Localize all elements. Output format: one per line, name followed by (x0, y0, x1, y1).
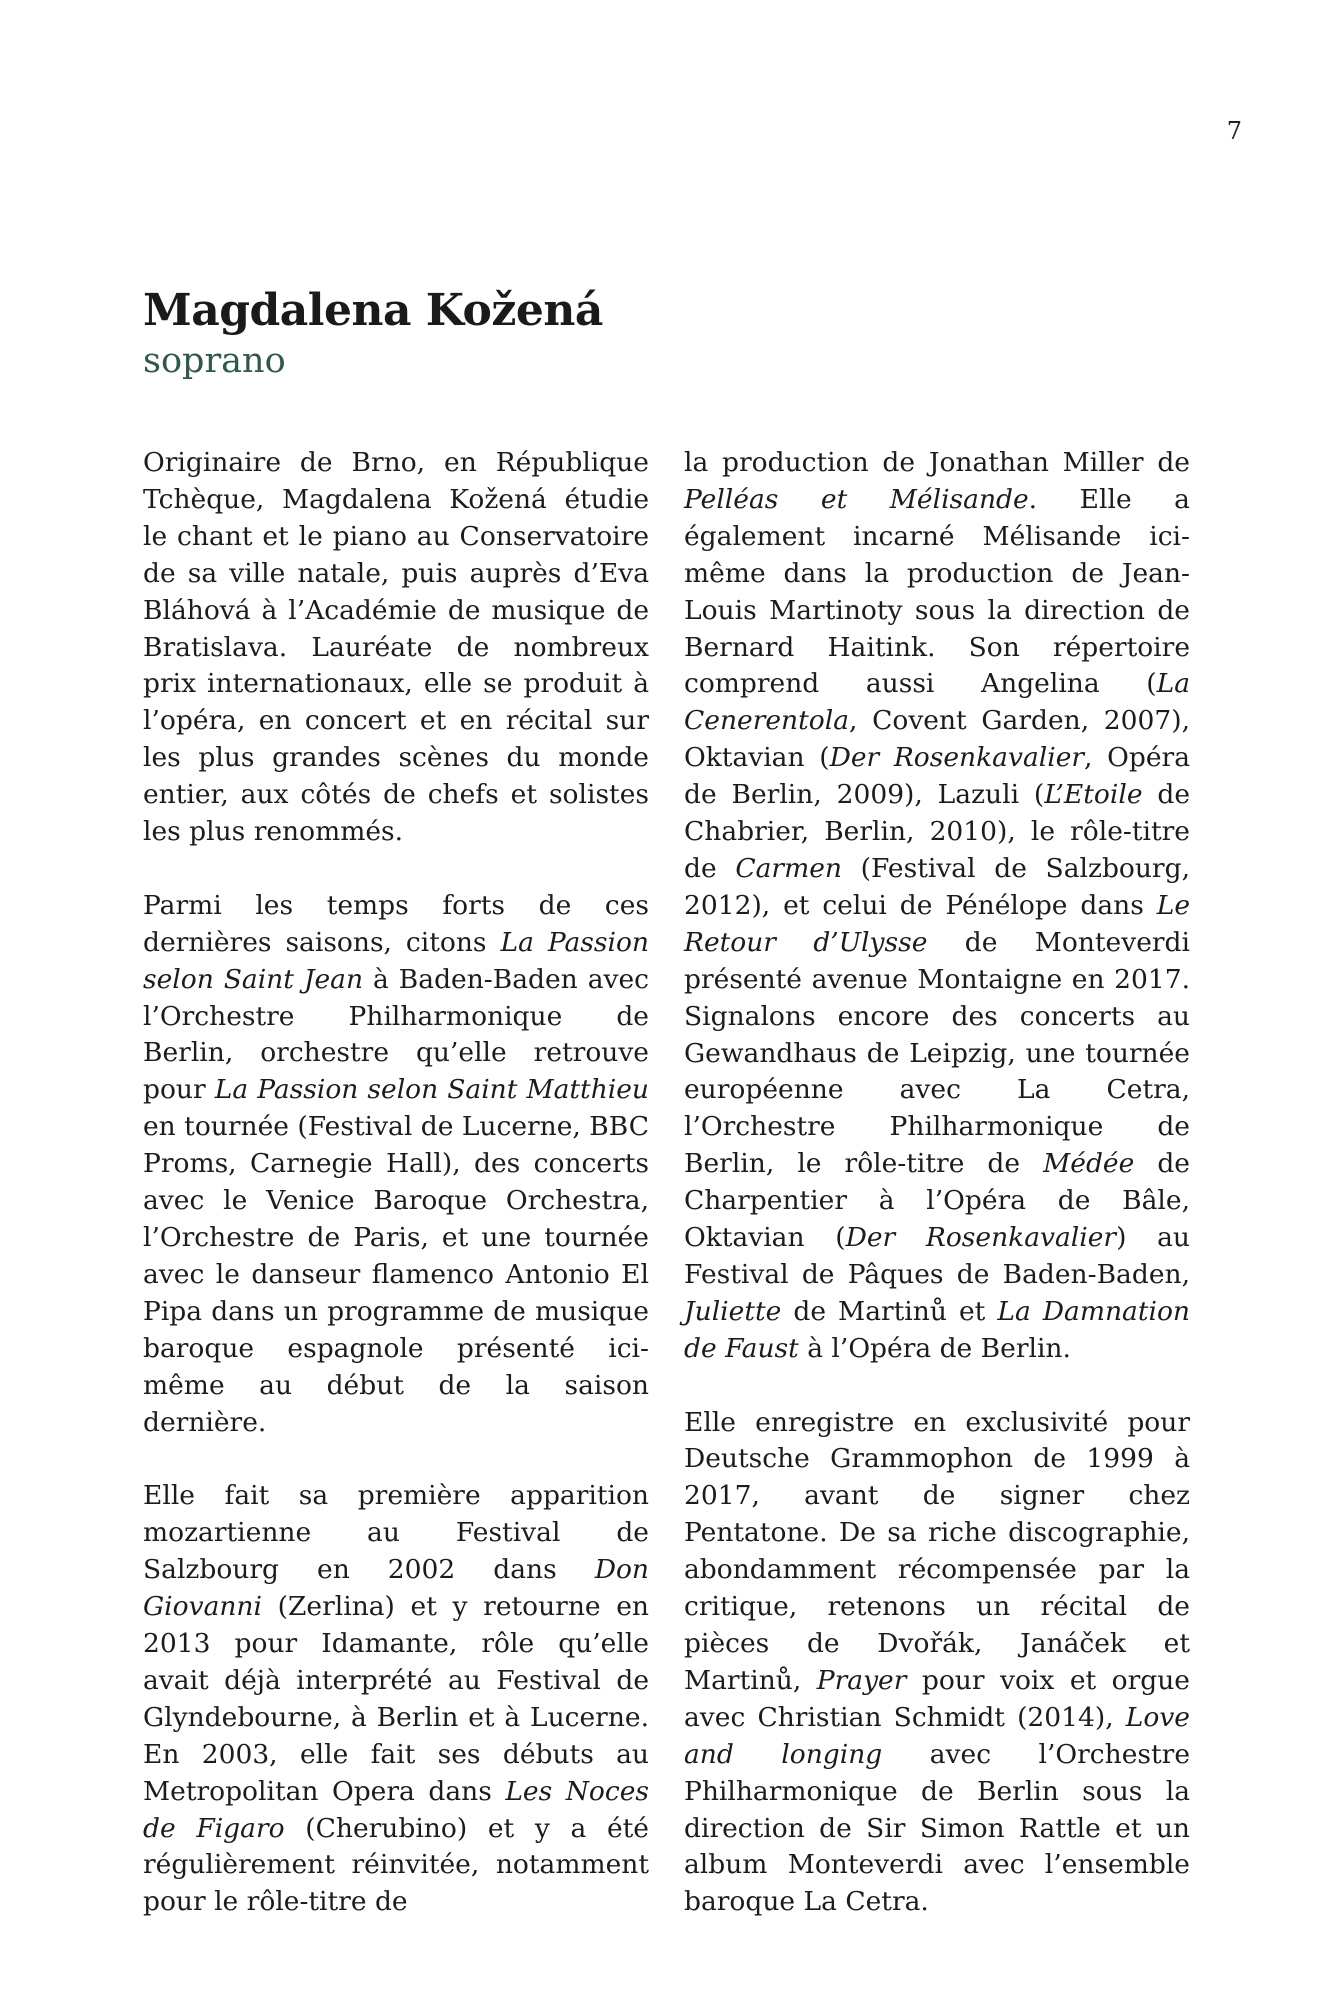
bio-paragraph-1: Originaire de Brno, en République Tchèque, Magdalena Kožená étudie le chant et le piano au Conservatoire de sa ville natale, puis auprès d’Eva Bláhová à l’Académie de musique de Bratislava. Lauréate de nombreux prix internationaux, elle se produit à l’opéra, en concert et en récital sur les plus grandes scènes du monde entier, aux côtés de chefs et solistes les plus renommés. (143, 447, 649, 848)
work-title: Love and longing (684, 1701, 1190, 1770)
text-run: de Chabrier, Berlin, 2010), le rôle-titre de (684, 779, 1190, 884)
work-title: Le Retour d’Ulysse (684, 889, 1190, 958)
work-title: La Passion selon Saint Matthieu (214, 1074, 649, 1106)
text-run: en tournée (Festival de Lucerne, BBC Proms, Carnegie Hall), des concerts avec le Venice Baroque Orchestra, l’Orchestre de Paris, et une tournée avec le danseur flamenco Antonio El Pipa dans un programme de musique baroque espagnole présenté ici-même au début de la saison dernière. (143, 1111, 649, 1438)
work-title: La Passion selon Saint Jean (143, 926, 649, 995)
text-run: avec l’Orchestre Philharmonique de Berlin sous la direction de Sir Simon Rattle et un album Monteverdi avec l’ensemble baroque La Cetra. (684, 1738, 1190, 1918)
artist-role: soprano (143, 341, 286, 381)
text-run: (Cherubino) et y a été régulièrement réinvitée, notamment pour le rôle-titre de (143, 1812, 649, 1918)
text-run: pour voix et orgue avec Christian Schmidt (2014), (684, 1664, 1190, 1733)
text-run: de Martinů et (781, 1295, 998, 1327)
bio-paragraph-3 (143, 1478, 649, 1921)
work-title: La Cenerentola (684, 668, 1190, 737)
text-run: , Covent Garden, 2007), Oktavian ( (684, 705, 1190, 774)
bio-paragraph-2 (143, 888, 649, 1442)
text-run: à l’Opéra de Berlin. (798, 1332, 1071, 1364)
artist-name: Magdalena Kožená (143, 285, 603, 336)
text-run: Elle enregistre en exclusivité pour Deutsche Grammophon de 1999 à 2017, avant de signer chez Pentatone. De sa riche discographie, abondamment récompensée par la critique, retenons un récital de pièces de Dvořák, Janáček et Martinů, (684, 1406, 1190, 1696)
text-run: (Zerlina) et y retourne en 2013 pour Idamante, rôle qu’elle avait déjà interprété au Festival de Glyndebourne, à Berlin et à Lucerne. En 2003, elle fait ses débuts au Metropolitan Opera dans (143, 1591, 649, 1807)
text-run: ) au Festival de Pâques de Baden-Baden, (684, 1222, 1190, 1290)
work-title: Don Giovanni (143, 1554, 649, 1623)
text-run: de Monteverdi présenté avenue Montaigne en 2017. Signalons encore des concerts au Gewandhaus de Leipzig, une tournée européenne avec La Cetra, l’Orchestre Philharmonique de Berlin, le rôle-titre de (684, 926, 1190, 1180)
text-run: Parmi les temps forts de ces dernières saisons, citons (143, 889, 649, 958)
text-run: (Festival de Salzbourg, 2012), et celui de Pénélope dans (684, 852, 1190, 921)
work-title: Prayer (816, 1664, 907, 1696)
text-run: à Baden-Baden avec l’Orchestre Philharmonique de Berlin, orchestre qu’elle retrouve pour (143, 963, 649, 1106)
page-number: 7 (1226, 117, 1242, 145)
work-title: Les Noces de Figaro (143, 1775, 649, 1844)
artist-header (143, 283, 603, 383)
work-title: Médée (1043, 1148, 1135, 1180)
text-run: la production de Jonathan Miller de (684, 447, 1190, 478)
text-run: de Charpentier à l’Opéra de Bâle, Oktavian ( (684, 1148, 1190, 1254)
work-title: Der Rosenkavalier (829, 742, 1085, 774)
work-title: Carmen (735, 852, 842, 884)
left-column (143, 445, 649, 1958)
work-title: Pelléas et Mélisande (684, 483, 1029, 515)
bio-paragraph-4 (684, 445, 1190, 1368)
work-title: Juliette (684, 1295, 782, 1327)
work-title: La Damnation de Faust (684, 1295, 1190, 1364)
text-run: , Opéra de Berlin, 2009), Lazuli ( (684, 742, 1190, 811)
text-run: Elle fait sa première apparition mozartienne au Festival de Salzbourg en 2002 dans (143, 1480, 649, 1586)
work-title: Der Rosenkavalier (845, 1222, 1117, 1254)
right-column (684, 445, 1190, 1958)
text-run: . Elle a également incarné Mélisande ici-même dans la production de Jean-Louis Martinoty sous la direction de Bernard Haitink. Son répertoire comprend aussi Angelina ( (684, 483, 1190, 700)
bio-paragraph-5 (684, 1405, 1190, 1922)
work-title: L’Etoile (1044, 779, 1143, 811)
